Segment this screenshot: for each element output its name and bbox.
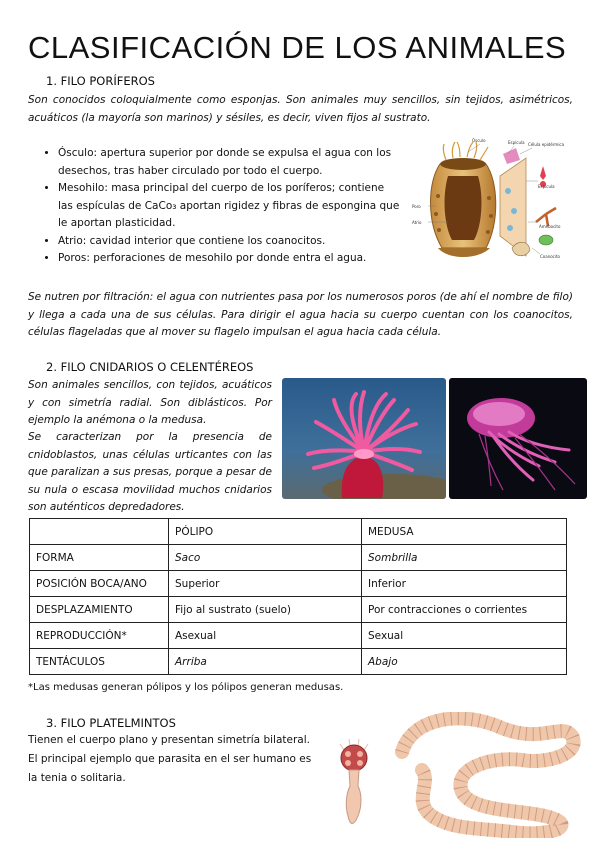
table-cell: FORMA (30, 545, 169, 571)
fig-label-atrio: Atrio (412, 220, 422, 225)
poriferos-bullet-list (36, 145, 402, 268)
fig-label-amebocito: Amebocito (539, 224, 561, 229)
cnidarios-paragraph-2: Se caracterizan por la presencia de cnidoblastos, unas células urticantes con las que paralizan a sus presas, porque a pesar de su nula o escasa movilidad muchos cnidarios son auténticos depredadores. (28, 431, 272, 513)
table-cell: POSICIÓN BOCA/ANO (30, 571, 169, 597)
platelmintos-text: Tienen el cuerpo plano y presentan simetría bilateral. El principal ejemplo que parasita en el ser humano es la tenia o solitaria. (28, 734, 312, 784)
table-cell: Sexual (362, 623, 567, 649)
table-header-cell (30, 519, 169, 545)
bullet-poros: • Poros: perforaciones de mesohilo por donde entra el agua. (58, 250, 402, 268)
table-header-cell: PÓLIPO (169, 519, 362, 545)
table-cell: Arriba (169, 649, 362, 675)
fig-label-espicula-top: Espícula (508, 140, 525, 145)
bullet-mesohilo: • Mesohilo: masa principal del cuerpo de los poríferos; contiene las espículas de CaCo₃ aportan rigidez y fibras de espongina que le aportan plasticidad. (58, 180, 402, 233)
table-cell: Superior (169, 571, 362, 597)
table-footnote: *Las medusas generan pólipos y los pólipos generan medusas. (28, 682, 344, 693)
table-row (30, 597, 567, 623)
jellyfish-photo (449, 378, 587, 499)
fig-label-espicula: Espícula (538, 184, 555, 189)
table-row (30, 545, 567, 571)
bullet-atrio: • Atrio: cavidad interior que contiene los coanocitos. (58, 233, 402, 251)
table-cell: Abajo (362, 649, 567, 675)
table-cell: Saco (169, 545, 362, 571)
table-cell: DESPLAZAMIENTO (30, 597, 169, 623)
tapeworm-scolex-image (336, 736, 372, 830)
fig-label-poro: Poro (412, 204, 421, 209)
table-cell: TENTÁCULOS (30, 649, 169, 675)
table-cell: Fijo al sustrato (suelo) (169, 597, 362, 623)
fig-label-coanocito: Coanocito (540, 254, 560, 259)
table-cell: Inferior (362, 571, 567, 597)
table-header-row (30, 519, 567, 545)
table-cell: REPRODUCCIÓN* (30, 623, 169, 649)
polipo-medusa-table (29, 518, 567, 675)
poriferos-intro: Son conocidos coloquialmente como esponjas. Son animales muy sencillos, sin tejidos, asimétricos, acuáticos (la mayoría son marinos) y sésiles, es decir, viven fijos al sustrato. (28, 94, 573, 124)
page-title: CLASIFICACIÓN DE LOS ANIMALES (28, 30, 567, 65)
bullet-osculo: • Ósculo: apertura superior por donde se expulsa el agua con los desechos, tras haber circulado por todo el cuerpo. (58, 145, 402, 180)
fig-label-celula-epidermica: Célula epidérmica (528, 142, 565, 147)
table-cell: Por contracciones o corrientes (362, 597, 567, 623)
fig-label-osculo: Ósculo (472, 138, 486, 143)
cnidarios-paragraph-1: Son animales sencillos, con tejidos, acuáticos y con simetría radial. Son diblásticos. Por ejemplo la anémona o la medusa. (28, 379, 272, 426)
section-heading-poriferos: 1. FILO PORÍFEROS (46, 74, 155, 88)
section-heading-cnidarios: 2. FILO CNIDARIOS O CELENTÉREOS (46, 360, 254, 374)
table-cell: Sombrilla (362, 545, 567, 571)
tapeworm-body-image (392, 712, 582, 838)
section-heading-platelmintos: 3. FILO PLATELMINTOS (46, 716, 176, 730)
table-header-cell: MEDUSA (362, 519, 567, 545)
table-row (30, 623, 567, 649)
table-row (30, 649, 567, 675)
anemone-photo (282, 378, 446, 499)
poriferos-nutrition: Se nutren por filtración: el agua con nutrientes pasa por los numerosos poros (de ahí el nombre de filo) y llega a cada una de sus células. Para dirigir el agua hacia su cuerpo cuentan con los coanocitos, células flageladas que al mover su flagelo impulsan el agua hacia cada célula. (28, 291, 573, 338)
table-cell: Asexual (169, 623, 362, 649)
sponge-anatomy-figure (408, 136, 578, 266)
table-row (30, 571, 567, 597)
